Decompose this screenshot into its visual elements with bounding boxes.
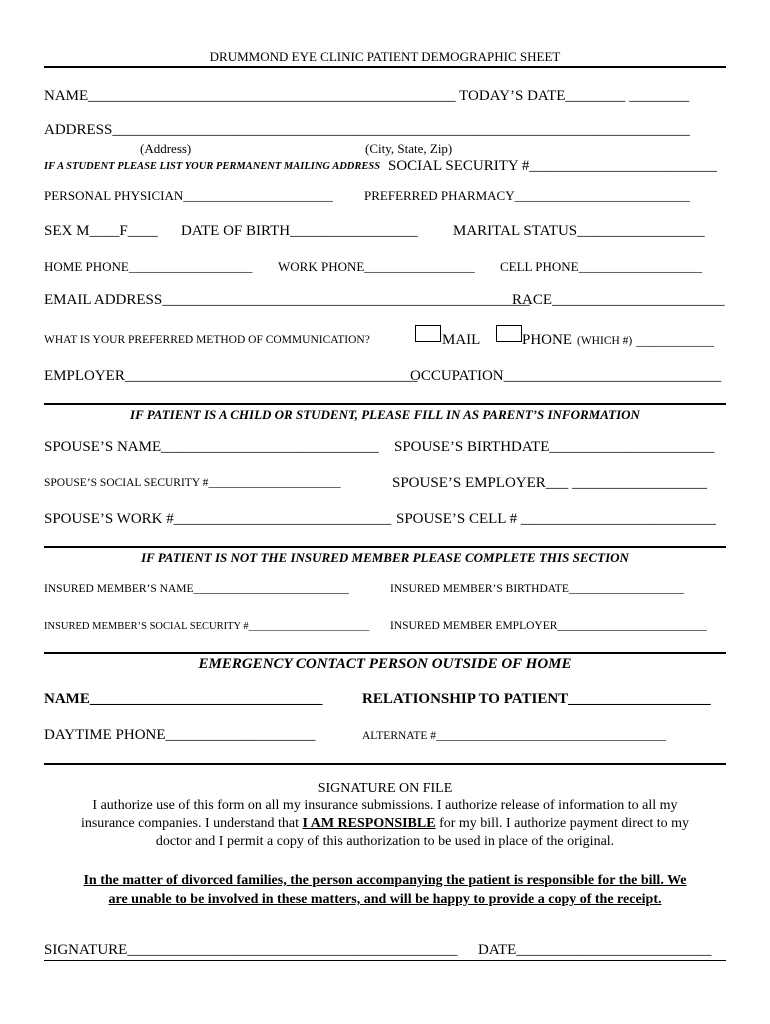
divider [44, 960, 726, 961]
race-field[interactable]: RACE_______________________ [512, 292, 725, 308]
address-sublabel: (Address) [140, 141, 192, 156]
daytime-phone-field[interactable]: DAYTIME PHONE____________________ [44, 727, 316, 743]
spouse-ssn-field[interactable]: SPOUSE’S SOCIAL SECURITY #_______________________ [44, 477, 341, 489]
which-number-field[interactable]: ____________ [636, 333, 714, 348]
divorce-notice-line-1: In the matter of divorced families, the person accompanying the patient is responsible for the bill. We [83, 873, 687, 888]
insured-member-name-field[interactable]: INSURED MEMBER’S NAME___________________________ [44, 583, 349, 595]
signature-heading: SIGNATURE ON FILE [317, 781, 453, 796]
spouse-birthdate-field[interactable]: SPOUSE’S BIRTHDATE______________________ [394, 439, 715, 455]
spouse-employer-field[interactable]: SPOUSE’S EMPLOYER___ __________________ [392, 475, 708, 491]
phone-checkbox[interactable] [496, 325, 522, 342]
work-phone-field[interactable]: WORK PHONE_________________ [278, 259, 475, 274]
employer-field[interactable]: EMPLOYER_______________________________________ [44, 368, 418, 384]
mail-checkbox[interactable] [415, 325, 441, 342]
address-field[interactable]: ADDRESS_____________________________________________________________________________ [44, 122, 690, 138]
city-state-zip-sublabel: (City, State, Zip) [365, 141, 453, 156]
physician-field[interactable]: PERSONAL PHYSICIAN_______________________ [44, 188, 333, 203]
communication-question: WHAT IS YOUR PREFERRED METHOD OF COMMUNICATION? [44, 334, 370, 346]
phone-option-label: PHONE [522, 332, 573, 348]
insured-member-ssn-field[interactable]: INSURED MEMBER’S SOCIAL SECURITY #_______________________ [44, 621, 370, 632]
divider [44, 652, 726, 654]
date-field[interactable]: DATE__________________________ [478, 942, 712, 958]
home-phone-field[interactable]: HOME PHONE___________________ [44, 259, 253, 274]
divider [44, 546, 726, 548]
sex-field[interactable]: SEX M____F____ [44, 223, 158, 239]
email-field[interactable]: EMAIL ADDRESS_________________________________________________ [44, 292, 530, 308]
parent-section-heading: IF PATIENT IS A CHILD OR STUDENT, PLEASE FILL IN AS PARENT’S INFORMATION [130, 407, 640, 422]
authorization-text [44, 797, 726, 851]
responsibility-emphasis: I AM RESPONSIBLE [302, 816, 436, 831]
emergency-name-field[interactable]: NAME_______________________________ [44, 691, 323, 707]
divider [44, 763, 726, 765]
mail-option-label: MAIL [442, 332, 481, 348]
spouse-cell-field[interactable]: SPOUSE’S CELL # __________________________ [396, 511, 716, 527]
divider [44, 66, 726, 68]
cell-phone-field[interactable]: CELL PHONE___________________ [500, 259, 703, 274]
authorization-line-3: doctor and I permit a copy of this authorization to be used in place of the original. [155, 834, 615, 849]
authorization-line-2: insurance companies. I understand that I AM RESPONSIBLE for my bill. I authorize payment direct to my [80, 816, 690, 831]
which-number-label: (WHICH #) [577, 335, 633, 347]
insured-section-heading: IF PATIENT IS NOT THE INSURED MEMBER PLEASE COMPLETE THIS SECTION [141, 550, 629, 565]
insured-member-employer-field[interactable]: INSURED MEMBER EMPLOYER__________________________ [390, 620, 707, 632]
emergency-section-heading: EMERGENCY CONTACT PERSON OUTSIDE OF HOME [198, 656, 572, 672]
spouse-name-field[interactable]: SPOUSE’S NAME_____________________________ [44, 439, 379, 455]
occupation-field[interactable]: OCCUPATION_____________________________ [410, 368, 722, 384]
pharmacy-field[interactable]: PREFERRED PHARMACY___________________________ [364, 188, 691, 203]
dob-field[interactable]: DATE OF BIRTH_________________ [181, 223, 418, 239]
ssn-field[interactable]: SOCIAL SECURITY #_________________________ [388, 158, 717, 174]
signature-field[interactable]: SIGNATURE____________________________________________ [44, 942, 458, 958]
insured-member-birthdate-field[interactable]: INSURED MEMBER’S BIRTHDATE____________________ [390, 583, 684, 595]
name-field[interactable]: NAME_________________________________________________ TODAY’S DATE________ ________ [44, 88, 690, 104]
page-title: DRUMMOND EYE CLINIC PATIENT DEMOGRAPHIC SHEET [209, 49, 561, 64]
marital-status-field[interactable]: MARITAL STATUS_________________ [453, 223, 705, 239]
divorce-notice [44, 871, 726, 909]
spouse-work-phone-field[interactable]: SPOUSE’S WORK #_____________________________ [44, 511, 392, 527]
divider [44, 403, 726, 405]
alternate-phone-field[interactable]: ALTERNATE #________________________________________ [362, 730, 667, 742]
relationship-field[interactable]: RELATIONSHIP TO PATIENT___________________ [362, 691, 711, 707]
divorce-notice-line-2: are unable to be involved in these matters, and will be happy to provide a copy of the receipt. [108, 892, 662, 907]
authorization-line-1: I authorize use of this form on all my insurance submissions. I authorize release of information to all my [92, 798, 678, 813]
student-note: IF A STUDENT PLEASE LIST YOUR PERMANENT MAILING ADDRESS [44, 161, 381, 172]
